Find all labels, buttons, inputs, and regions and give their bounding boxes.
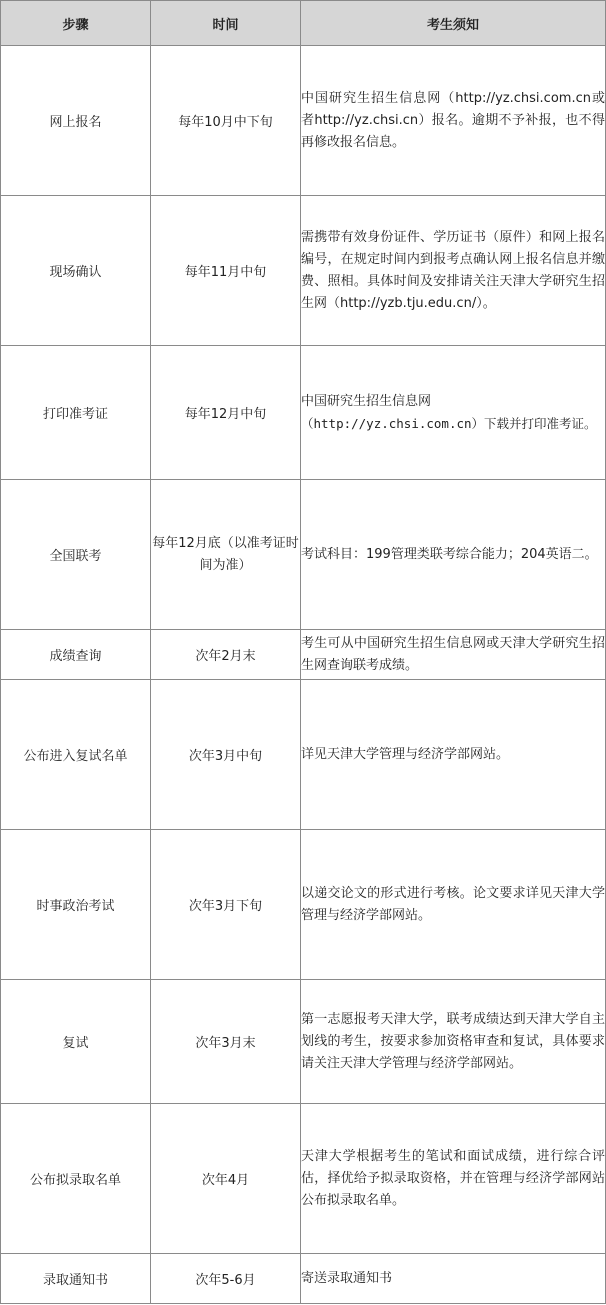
table-row [1, 196, 606, 346]
note-cell: 中国研究生招生信息网（http://yz.chsi.com.cn或者http://yz.chsi.cn）报名。逾期不予补报，也不得再修改报名信息。 [301, 46, 606, 196]
note-cell: 需携带有效身份证件、学历证书（原件）和网上报名编号，在规定时间内到报考点确认网上报名信息并缴费、照相。具体时间及安排请关注天津大学研究生招生网（http://yzb.tju.edu.cn/）。 [301, 196, 606, 346]
step-cell: 成绩查询 [1, 630, 151, 680]
step-cell: 网上报名 [1, 46, 151, 196]
note-cell: 考试科目：199管理类联考综合能力；204英语二。 [301, 480, 606, 630]
note-line: 中国研究生招生信息网 [301, 393, 432, 409]
step-cell: 时事政治考试 [1, 830, 151, 980]
step-cell: 复试 [1, 980, 151, 1104]
table-row [1, 830, 606, 980]
table-row [1, 346, 606, 480]
step-cell: 现场确认 [1, 196, 151, 346]
note-cell: 第一志愿报考天津大学，联考成绩达到天津大学自主划线的考生，按要求参加资格审查和复试，具体要求请关注天津大学管理与经济学部网站。 [301, 980, 606, 1104]
header-row [1, 1, 606, 46]
time-cell: 次年2月末 [151, 630, 301, 680]
time-cell: 次年3月中旬 [151, 680, 301, 830]
time-cell: 每年12月底（以准考证时间为准） [151, 480, 301, 630]
table-row [1, 1254, 606, 1304]
note-line: （http://yz.chsi.com.cn）下载并打印准考证。 [301, 415, 597, 431]
header-note: 考生须知 [301, 1, 606, 46]
table-row [1, 680, 606, 830]
table-header [1, 1, 606, 46]
time-cell: 每年12月中旬 [151, 346, 301, 480]
time-cell: 每年11月中旬 [151, 196, 301, 346]
header-step: 步骤 [1, 1, 151, 46]
step-cell: 打印准考证 [1, 346, 151, 480]
time-cell: 每年10月中下旬 [151, 46, 301, 196]
note-cell: 寄送录取通知书 [301, 1254, 606, 1304]
table-row [1, 1104, 606, 1254]
time-cell: 次年5-6月 [151, 1254, 301, 1304]
table-row [1, 980, 606, 1104]
note-cell: 考生可从中国研究生招生信息网或天津大学研究生招生网查询联考成绩。 [301, 630, 606, 680]
header-time: 时间 [151, 1, 301, 46]
table-row [1, 630, 606, 680]
step-cell: 公布拟录取名单 [1, 1104, 151, 1254]
table-body [1, 46, 606, 1304]
table-row [1, 480, 606, 630]
note-cell: 天津大学根据考生的笔试和面试成绩，进行综合评估，择优给予拟录取资格，并在管理与经济学部网站公布拟录取名单。 [301, 1104, 606, 1254]
note-cell: 以递交论文的形式进行考核。论文要求详见天津大学管理与经济学部网站。 [301, 830, 606, 980]
time-cell: 次年4月 [151, 1104, 301, 1254]
time-cell: 次年3月下旬 [151, 830, 301, 980]
step-cell: 录取通知书 [1, 1254, 151, 1304]
note-cell: 详见天津大学管理与经济学部网站。 [301, 680, 606, 830]
table-row [1, 46, 606, 196]
step-cell: 全国联考 [1, 480, 151, 630]
time-cell: 次年3月末 [151, 980, 301, 1104]
note-cell [301, 346, 606, 480]
step-cell: 公布进入复试名单 [1, 680, 151, 830]
